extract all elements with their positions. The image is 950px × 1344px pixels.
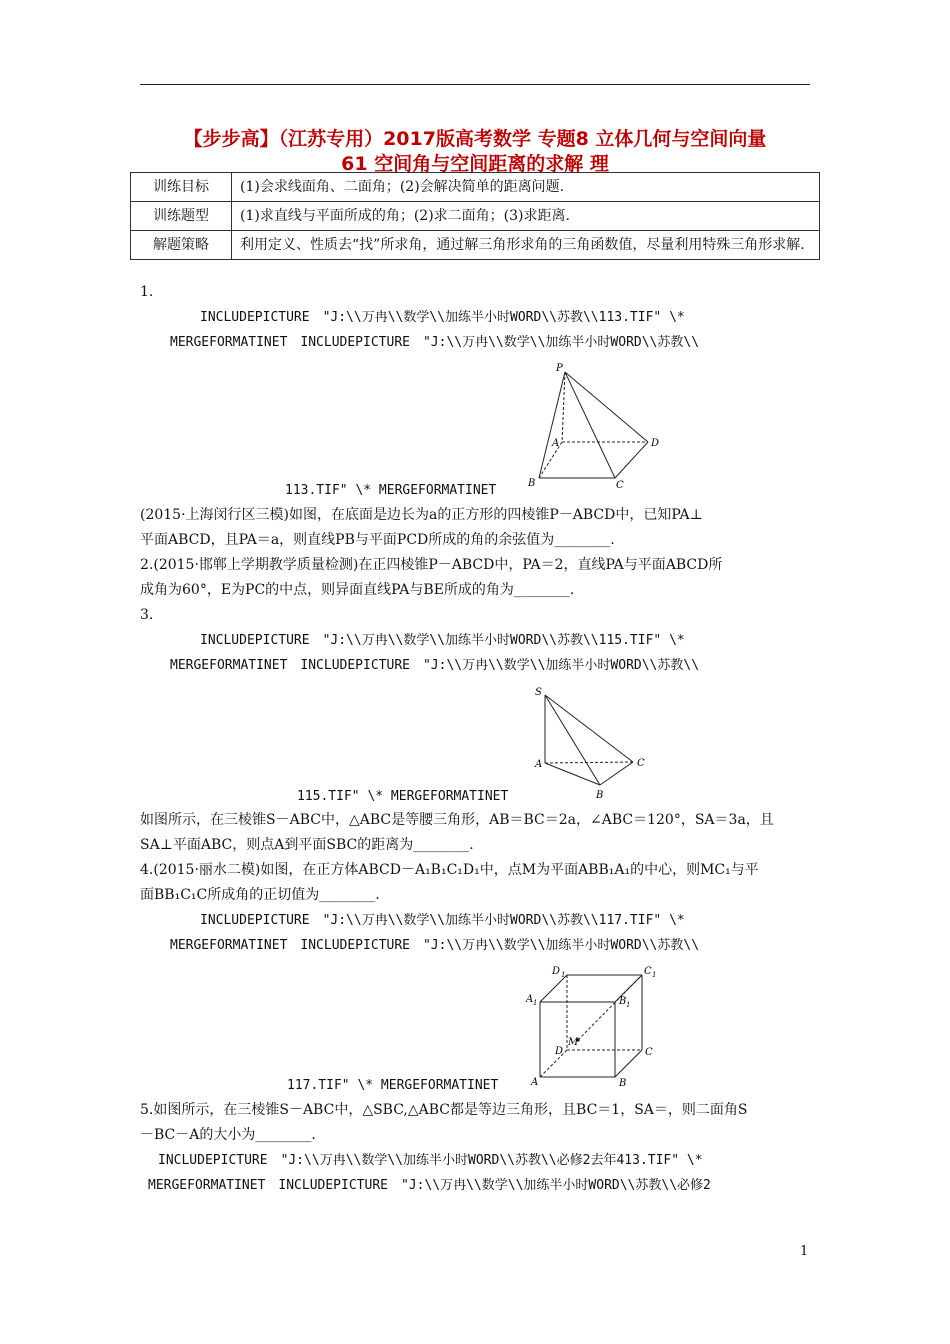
q3-text-1: 如图所示，在三棱锥S－ABC中，△ABC是等腰三角形，AB＝BC＝2a，∠ABC＝120°，SA＝3a，且 [140,812,774,828]
q4-text-1: 4.(2015·丽水二模)如图，在正方体ABCD－A₁B₁C₁D₁中，点M为平面ABB₁A₁的中心，则MC₁与平 [140,862,759,878]
table-row [131,231,820,260]
q4-include-tail: 117.TIF" \* MERGEFORMATINET [287,1078,499,1093]
label-C: C [616,480,624,491]
q3-include-line-1: INCLUDEPICTURE "J:\\万冉\\数学\\加练半小时WORD\\苏教\\115.TIF" \* [200,633,685,648]
tetrahedron-figure-115 [530,683,660,803]
header-rule [140,84,810,85]
table-row [131,173,820,202]
label-C: C [645,1047,653,1058]
label-B1-sub: 1 [626,1001,631,1009]
label-B: B [619,1078,627,1089]
label-D1: D [552,966,561,977]
label-A1: A [526,994,534,1005]
q3-number: 3. [140,607,154,623]
q1-text-1: (2015·上海闵行区三模)如图，在底面是边长为a的正方形的四棱锥P－ABCD中，已知PA⊥ [140,507,703,523]
label-A: A [552,438,560,449]
label-D: D [651,438,660,449]
label-P: P [556,363,563,374]
q4-text-2: 面BB₁C₁C所成角的正切值为________. [140,887,380,903]
q5-include-line-1: INCLUDEPICTURE "J:\\万冉\\数学\\加练半小时WORD\\苏教\\必修2去年413.TIF" \* [158,1153,703,1168]
q1-include-line-2: MERGEFORMATINET INCLUDEPICTURE "J:\\万冉\\数学\\加练半小时WORD\\苏教\\ [170,335,700,350]
label-C1-sub: 1 [652,971,657,979]
q1-text-2: 平面ABCD，且PA＝a，则直线PB与平面PCD所成的角的余弦值为________. [140,532,615,548]
q5-include-line-2: MERGEFORMATINET INCLUDEPICTURE "J:\\万冉\\数学\\加练半小时WORD\\苏教\\必修2 [148,1178,711,1193]
page-number: 1 [800,1244,809,1259]
label-B: B [596,790,604,801]
label-S: S [535,687,542,698]
label-A: A [531,1077,539,1088]
title-line-2: 61 空间角与空间距离的求解 理 [341,153,609,175]
q3-include-tail: 115.TIF" \* MERGEFORMATINET [297,789,509,804]
table-value: (1)会求线面角、二面角；(2)会解决简单的距离问题. [232,173,820,202]
label-A1-sub: 1 [533,999,538,1007]
training-info-table [130,172,820,260]
label-D: D [555,1046,564,1057]
q4-include-line-1: INCLUDEPICTURE "J:\\万冉\\数学\\加练半小时WORD\\苏教\\117.TIF" \* [200,913,685,928]
q1-number: 1. [140,284,154,300]
cube-figure-117 [520,962,670,1092]
table-value: 利用定义、性质去“找”所求角，通过解三角形求角的三角函数值，尽量利用特殊三角形求解. [232,231,820,260]
title-line-1: 【步步高】（江苏专用）2017版高考数学 专题8 立体几何与空间向量 [183,128,767,150]
label-A: A [535,759,543,770]
table-key: 训练目标 [131,173,232,202]
label-C: C [637,758,645,769]
label-C1: C [644,966,652,977]
q2-text-2: 成角为60°，E为PC的中点，则异面直线PA与BE所成的角为________. [140,582,575,598]
q3-include-line-2: MERGEFORMATINET INCLUDEPICTURE "J:\\万冉\\数学\\加练半小时WORD\\苏教\\ [170,658,700,673]
label-M: M [568,1037,579,1048]
q4-include-line-2: MERGEFORMATINET INCLUDEPICTURE "J:\\万冉\\数学\\加练半小时WORD\\苏教\\ [170,938,700,953]
label-D1-sub: 1 [561,971,566,979]
label-B: B [528,478,536,489]
table-key: 解题策略 [131,231,232,260]
table-key: 训练题型 [131,202,232,231]
table-value: (1)求直线与平面所成的角；(2)求二面角；(3)求距离. [232,202,820,231]
q2-text-1: 2.(2015·邯郸上学期教学质量检测)在正四棱锥P－ABCD中，PA＝2，直线PA与平面ABCD所 [140,557,723,573]
q1-include-line-1: INCLUDEPICTURE "J:\\万冉\\数学\\加练半小时WORD\\苏教\\113.TIF" \* [200,310,685,325]
q1-include-tail: 113.TIF" \* MERGEFORMATINET [285,483,497,498]
pyramid-figure-113 [520,360,670,495]
q5-text-1: 5.如图所示，在三棱锥S－ABC中，△SBC,△ABC都是等边三角形，且BC＝1，SA＝，则二面角S [140,1102,748,1118]
q5-text-2: －BC－A的大小为________. [140,1127,316,1143]
table-row [131,202,820,231]
label-B1: B [619,996,627,1007]
q3-text-2: SA⊥平面ABC，则点A到平面SBC的距离为________. [140,837,474,853]
